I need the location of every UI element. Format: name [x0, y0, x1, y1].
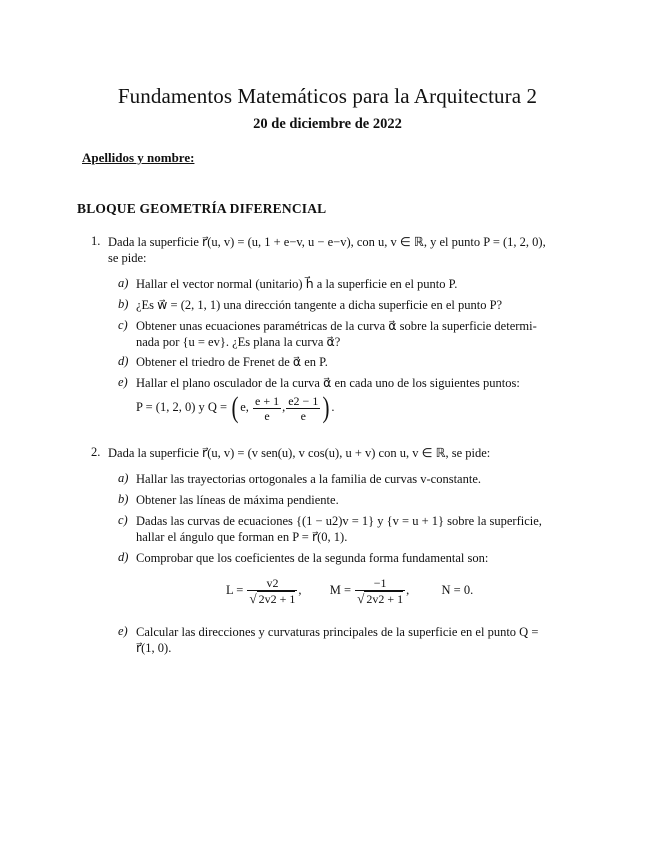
- problem-2-item-d-line1: Comprobar que los coeficientes de la segunda forma fundamental son:: [136, 551, 489, 565]
- fraction-2: [286, 394, 320, 423]
- problem-2-item-b-line1: Obtener las líneas de máxima pendiente.: [136, 493, 339, 507]
- problem-1-item-c-label: c): [118, 318, 128, 332]
- problem-2-item-e-line1: Calcular las direcciones y curvaturas principales de la superficie en el punto Q =: [136, 625, 539, 639]
- sqrt-icon: √: [249, 591, 257, 606]
- points-prefix: P = (1, 2, 0) y Q =: [136, 399, 228, 414]
- fraction-2-numerator: e2 − 1: [288, 393, 319, 408]
- problem-2-item-a: [136, 471, 588, 487]
- L-label: L =: [226, 582, 244, 597]
- problem-2-item-c-line2: hallar el ángulo que forman en P = r⃗(0, 1).: [136, 530, 348, 544]
- problem-1-item-c-line2: nada por {u = ev}. ¿Es plana la curva α⃗?: [136, 335, 341, 349]
- exam-title: Fundamentos Matemáticos para la Arquitectura 2: [117, 84, 538, 108]
- problem-2-item-d: [136, 550, 588, 566]
- problem-2-number: 2.: [91, 445, 101, 459]
- fraction-1: [253, 394, 281, 423]
- problem-1-number: 1.: [91, 234, 101, 248]
- problem-1-item-e-points: P = (1, 2, 0) y Q = ( e, $\frac{e + 1}{e}$ , $\frac{e2 - 1}{e}$ ) .: [136, 391, 335, 424]
- second-fundamental-form-equation: [226, 576, 473, 606]
- problem-2-item-b-label: b): [118, 492, 129, 506]
- problem-1-item-d-line1: Obtener el triedro de Frenet de α⃗ en P.: [136, 355, 328, 369]
- exam-date: 20 de diciembre de 2022: [253, 116, 402, 132]
- fraction-1-numerator: e + 1: [255, 393, 280, 408]
- problem-1-intro-line1: Dada la superficie r⃗(u, v) = (u, 1 + e−v, u − e−v), con u, v ∈ ℝ, y el punto P = (1, 2, 0),: [108, 235, 546, 249]
- M-fraction: [355, 576, 405, 606]
- L-numerator: v2: [247, 576, 297, 591]
- L-fraction: [247, 576, 297, 606]
- problem-1-item-d: [136, 354, 588, 370]
- M-end: ,: [406, 582, 410, 597]
- left-paren: (: [231, 391, 239, 424]
- M-label: M =: [329, 582, 352, 597]
- M-numerator: −1: [355, 576, 405, 591]
- problem-2-intro-line1: Dada la superficie r⃗(u, v) = (v sen(u), v cos(u), u + v) con u, v ∈ ℝ, se pide:: [108, 446, 491, 460]
- problem-1-item-e-label: e): [118, 375, 128, 389]
- problem-1-intro-line2: se pide:: [108, 251, 147, 265]
- problem-2-item-b: [136, 492, 588, 508]
- problem-2-intro: [108, 445, 588, 461]
- L-denominator: √ 2v2 + 1: [249, 591, 296, 606]
- problem-2-item-e: [136, 624, 588, 656]
- problem-1-item-a-line1: Hallar el vector normal (unitario) h⃗ a la superficie en el punto P.: [136, 277, 458, 291]
- N-equation: N = 0.: [441, 582, 474, 597]
- problem-1-item-b-label: b): [118, 297, 129, 311]
- problem-2-item-a-line1: Hallar las trayectorias ortogonales a la familia de curvas v-constante.: [136, 472, 481, 486]
- problem-1-intro: [108, 234, 588, 266]
- problem-2-item-e-label: e): [118, 624, 128, 638]
- problem-1-item-b-line1: ¿Es w⃗ = (2, 1, 1) una dirección tangente a dicha superficie en el punto P?: [136, 298, 503, 312]
- points-end: .: [331, 399, 335, 414]
- problem-2-item-d-label: d): [118, 550, 129, 564]
- problem-1-item-a: [136, 276, 588, 292]
- M-denominator: √ 2v2 + 1: [357, 591, 404, 606]
- problem-2-item-a-label: a): [118, 471, 129, 485]
- problem-2-item-c-label: c): [118, 513, 128, 527]
- problem-1-item-e-line1: Hallar el plano osculador de la curva α⃗ en cada uno de los siguientes puntos:: [136, 376, 520, 390]
- problem-2-item-c-line1: Dadas las curvas de ecuaciones {(1 − u2)v = 1} y {v = u + 1} sobre la superficie,: [136, 514, 542, 528]
- L-end: ,: [298, 582, 302, 597]
- right-paren: ): [322, 391, 330, 424]
- sqrt-icon: √: [357, 591, 365, 606]
- problem-1-item-e: [136, 375, 588, 423]
- problem-1-item-a-label: a): [118, 276, 129, 290]
- q-e: e,: [240, 399, 249, 414]
- name-field-label: Apellidos y nombre:: [82, 150, 195, 165]
- problem-1-item-c: [136, 318, 588, 350]
- problem-2-item-e-line2: r⃗(1, 0).: [136, 641, 172, 655]
- fraction-2-denominator: e: [300, 408, 306, 423]
- problem-1-item-c-line1: Obtener unas ecuaciones paramétricas de la curva α⃗ sobre la superficie determi-: [136, 319, 537, 333]
- section-title: BLOQUE GEOMETRÍA DIFERENCIAL: [77, 201, 327, 216]
- problem-1-item-d-label: d): [118, 354, 129, 368]
- problem-2-item-c: [136, 513, 588, 545]
- fraction-1-denominator: e: [264, 408, 270, 423]
- problem-1-item-b: [136, 297, 588, 313]
